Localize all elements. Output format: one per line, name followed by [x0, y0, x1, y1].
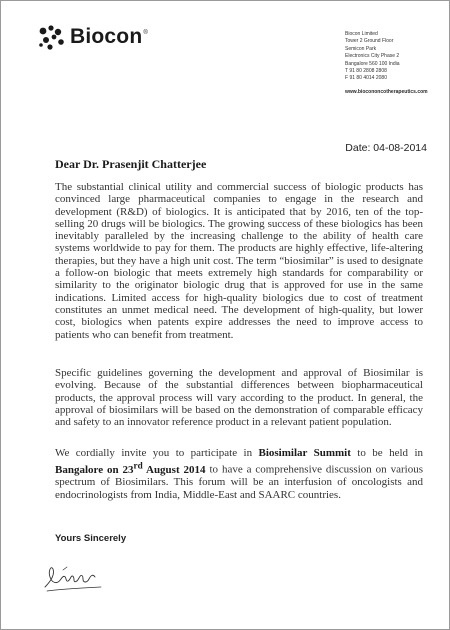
- signature: [41, 561, 111, 595]
- website-link[interactable]: www.biocononcotherapeutics.com: [345, 88, 428, 95]
- body-paragraph-3: [55, 447, 423, 501]
- phone-line: T 91 80 2808 2808: [345, 68, 387, 75]
- brand-name: Biocon: [70, 25, 143, 48]
- closing: Yours Sincerely: [55, 533, 127, 544]
- company-address: [345, 31, 445, 96]
- event-date-suffix: rd: [133, 460, 143, 471]
- salutation: Dear Dr. Prasenjit Chatterjee: [55, 157, 207, 171]
- body-paragraph-1: The substantial clinical utility and commercial success of biologic products has convinced large pharmaceutical companies to engage in the research and development (R&D) of biologics. It is anticipated that by 2016, ten of the top-selling 20 drugs will be biologics. The growing success of these biologics has been inevitably paralleled by the increasing challenge to the ability of health care systems worldwide to pay for them. The products are highly effective, life-altering therapies, but they have a high unit cost. The term “biosimilar” is used to designate a follow-on biologic that meets extremely high standards for comparability or similarity to the originator biologic drug that is approved for use in the same indications. Limited access for high-quality biologics due to cost of treatment constitutes an unmet medical need. The development of high-quality, but lower cost, biologics when patents expire addresses the need to improve access to patients who can benefit from treatment.: [55, 181, 423, 341]
- address-line: Tower 2 Ground Floor: [345, 38, 394, 45]
- address-line: Biocon Limited: [345, 31, 378, 37]
- invite-text: We cordially invite you to participate in: [55, 447, 259, 459]
- biocon-logo: [37, 23, 148, 51]
- event-date-part: August 2014: [142, 463, 206, 476]
- event-location-date: [55, 460, 206, 476]
- address-line: Semicon Park: [345, 45, 377, 52]
- registered-mark: ®: [143, 30, 148, 36]
- body-paragraph-2: Specific guidelines governing the development and approval of Biosimilar is evolving. Because of the substantial differences between biopharmaceutical products, the approval process will vary according to the product. In general, the approval of biosimilars will be based on the demonstration of comparable efficacy and safety to an innovator reference product in a relevant patient population.: [55, 367, 423, 429]
- invite-text: to have a comprehensive discussion on various spectrum of Biosimilars. This forum will be an interfusion of oncologists and endocrinologists from India, Middle-East and SAARC countries.: [55, 463, 423, 501]
- biocon-logo-icon: [37, 23, 67, 51]
- fax-line: F 91 80 4014 2080: [345, 75, 387, 82]
- invite-text: to be held in: [350, 447, 423, 459]
- address-line: Electronics City Phase 2: [345, 53, 400, 60]
- event-name: Biosimilar Summit: [258, 447, 351, 459]
- address-line: Bangalore 560 100 India: [345, 60, 400, 67]
- letter-date: Date: 04-08-2014: [345, 142, 427, 154]
- event-date-part: Bangalore on 23: [55, 463, 134, 476]
